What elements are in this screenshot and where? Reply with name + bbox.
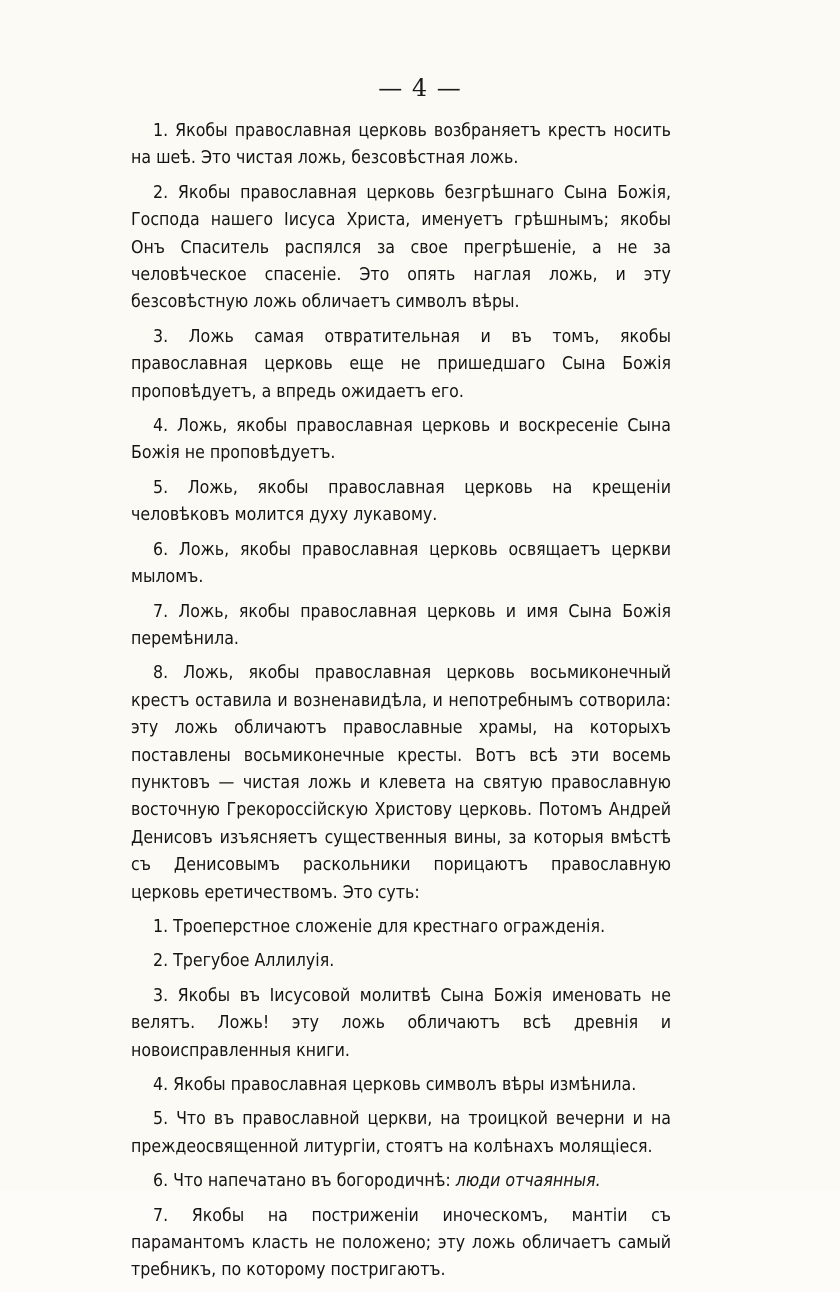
paragraph-8: 8. Ложь, якобы православная церковь восьмиконечный крестъ оставила и возненавидѣла, и непотребнымъ сотворила: эту ложь обличаютъ православные храмы, на которыхъ поставлены восьмиконечные кресты. Вотъ всѣ эти восемь пунктовъ — чистая ложь и клевета на святую православную восточную Грекороссійскую Христову церковь. Потомъ Андрей Денисовъ изъясняетъ существенныя вины, за которыя вмѣстѣ съ Денисовымъ раскольники порицаютъ православную церковь еретичествомъ. Это суть: — [131, 663, 671, 903]
paragraph-5: 5. Ложь, якобы православная церковь на крещеніи человѣковъ молится духу лукавому. — [131, 477, 671, 526]
paragraph-4: 4. Ложь, якобы православная церковь и воскресеніе Сына Божія не проповѣдуетъ. — [131, 416, 671, 464]
paragraph-7: 7. Ложь, якобы православная церковь и имя Сына Божія перемѣнила. — [131, 601, 671, 649]
paragraph-6: 6. Ложь, якобы православная церковь освящаетъ церкви мыломъ. — [131, 539, 671, 588]
paragraph-14 — [131, 1168, 671, 1195]
paragraph-3: 3. Ложь самая отвратительная и въ томъ, якобы православная церковь еще не пришедшаго Сына Божія проповѣдуетъ, а впредь ожидаетъ его. — [131, 326, 671, 402]
paragraph-12: 4. Якобы православная церковь символъ вѣры измѣнила. — [153, 1075, 637, 1095]
paragraph-1: 1. Якобы православная церковь возбраняетъ крестъ носить на шеѣ. Это чистая ложь, безсовѣстная ложь. — [131, 121, 671, 169]
body-text — [131, 118, 671, 1292]
paragraph-9: 1. Троеперстное сложеніе для крестнаго огражденія. — [153, 916, 606, 937]
paragraph-11: 3. Якобы въ Іисусовой молитвѣ Сына Божія именовать не велятъ. Ложь! эту ложь обличаютъ всѣ древнія и новоисправленныя книги. — [131, 985, 671, 1061]
paragraph-2: 2. Якобы православная церковь безгрѣшнаго Сына Божія, Господа нашего Іисуса Христа, именуетъ грѣшнымъ; якобы Онъ Спаситель распялся за свое прегрѣшеніе, а не за человѣческое спасеніе. Это опять наглая ложь, и эту безсовѣстную ложь обличаетъ символъ вѣры. — [131, 182, 671, 313]
paragraph-14-text: 6. Что напечатано въ богородичнѣ: — [153, 1171, 456, 1192]
paragraph-10: 2. Трегубое Аллилуія. — [153, 951, 335, 972]
paragraph-13: 5. Что въ православной церкви, на троицкой вечерни и на преждеосвященной литургіи, стоятъ на колѣнахъ молящіеся. — [131, 1109, 671, 1157]
italic-quote: люди отчаянныя. — [455, 1171, 601, 1192]
paragraph-15: 7. Якобы на постриженіи иноческомъ, мантіи съ парамантомъ класть не положено; эту ложь обличаетъ самый требникъ, по которому постригаютъ. — [131, 1205, 671, 1281]
page-number: — 4 — — [378, 74, 462, 102]
